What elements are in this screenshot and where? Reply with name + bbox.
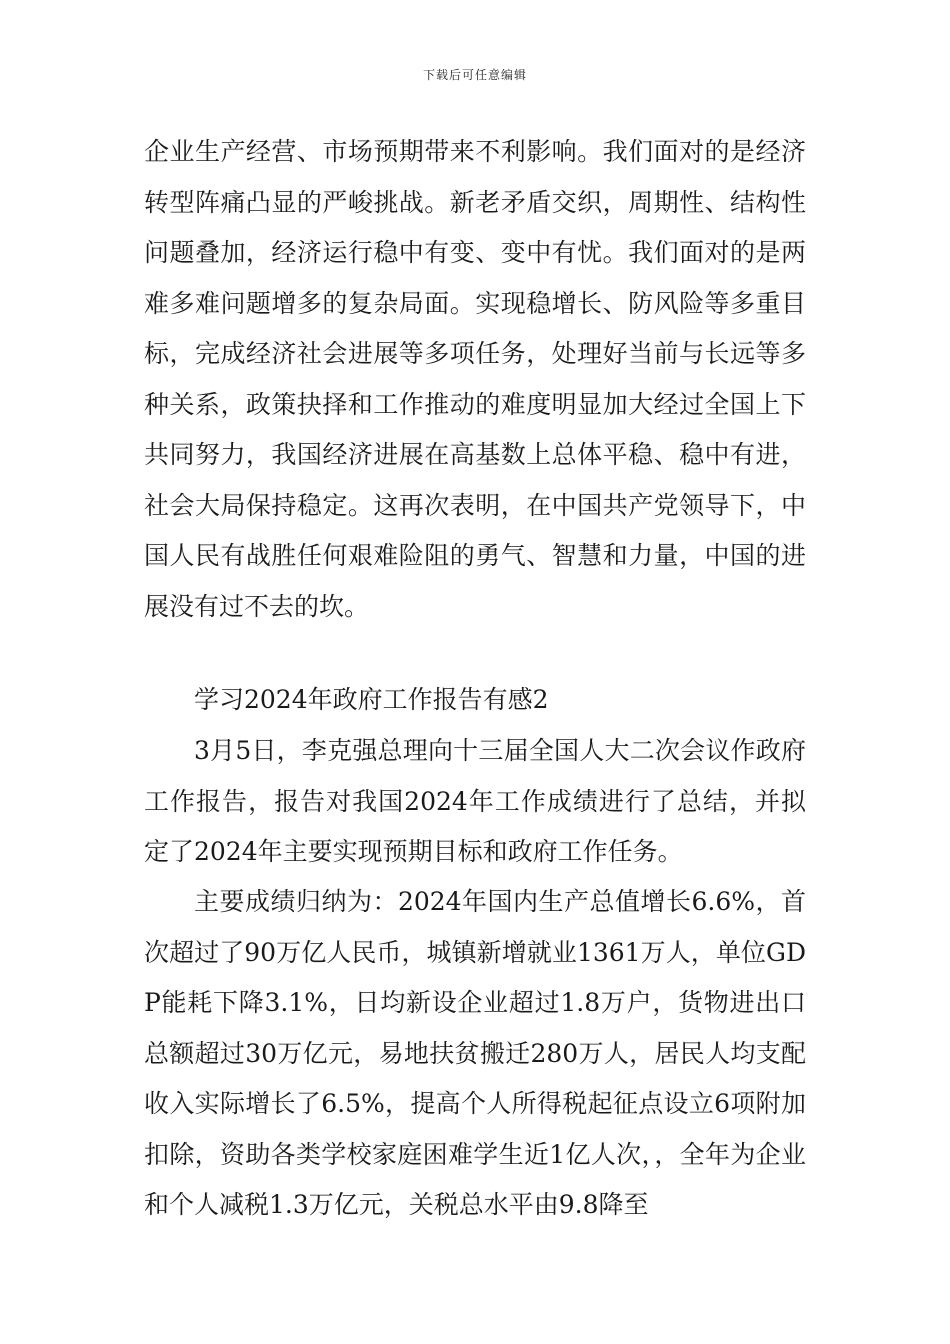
body-paragraph-2: 3月5日，李克强总理向十三届全国人大二次会议作政府工作报告，报告对我国2024年工作成绩进行了总结，并拟定了2024年主要实现预期目标和政府工作任务。 [144,736,806,866]
page-header-note: 下载后可任意编辑 [422,68,527,82]
body-paragraph-3: 主要成绩归纳为：2024年国内生产总值增长6.6%，首次超过了90万亿人民币，城镇新增就业1361万人，单位GDP能耗下降3.1%，日均新设企业超过1.8万户，货物进出口总额超过30万亿元，易地扶贫搬迁280万人，居民人均支配收入实际增长了6.5%，提高个人所得税起征点设立6项附加扣除，资助各类学校家庭困难学生近1亿人次，，全年为企业和个人减税1.3万亿元，关税总水平由9.8降至 [144,887,806,1219]
body-paragraph-1: 企业生产经营、市场预期带来不利影响。我们面对的是经济转型阵痛凸显的严峻挑战。新老矛盾交织，周期性、结构性问题叠加，经济运行稳中有变、变中有忧。我们面对的是两难多难问题增多的复杂局面。实现稳增长、防风险等多重目标，完成经济社会进展等多项任务，处理好当前与长远等多种关系，政策抉择和工作推动的难度明显加大经过全国上下共同努力，我国经济进展在高基数上总体平稳、稳中有进，社会大局保持稳定。这再次表明，在中国共产党领导下，中国人民有战胜任何艰难险阻的勇气、智慧和力量，中国的进展没有过不去的坎。 [144,137,806,621]
section-heading: 学习2024年政府工作报告有感2 [194,685,549,714]
